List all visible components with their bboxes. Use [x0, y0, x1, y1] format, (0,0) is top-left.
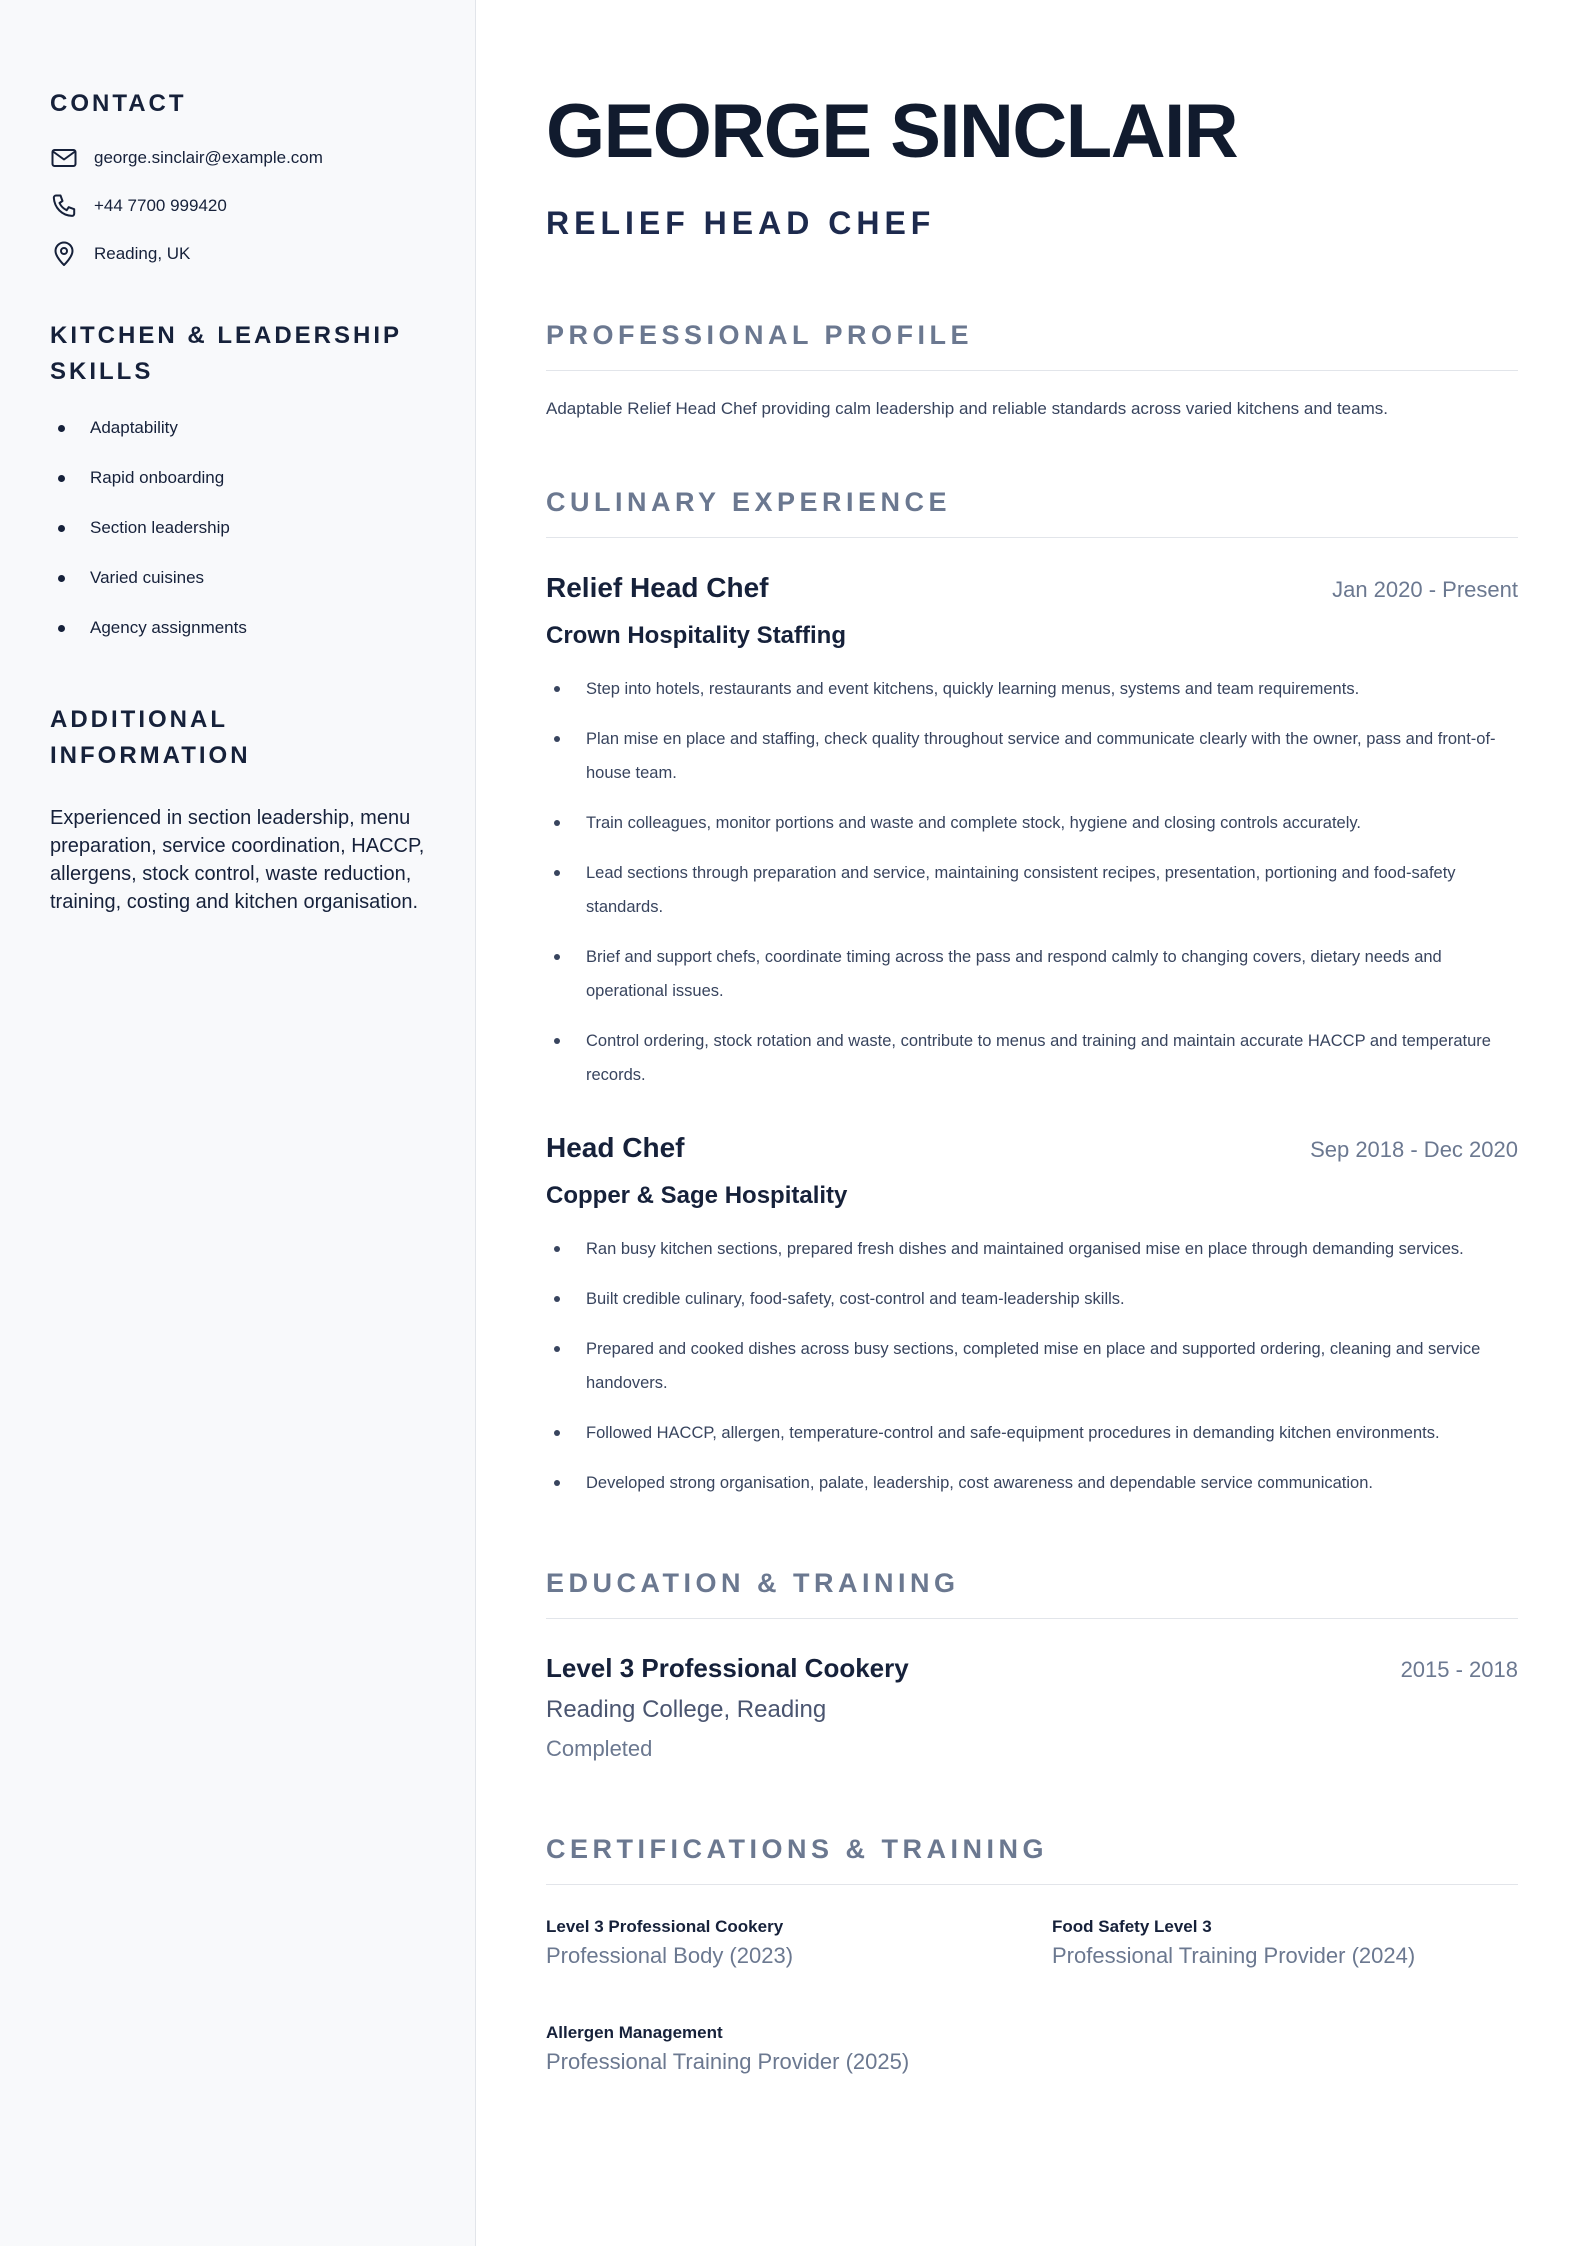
job-dates: Sep 2018 - Dec 2020	[1310, 1137, 1518, 1162]
education-dates: 2015 - 2018	[1400, 1657, 1518, 1682]
job-bullet: Prepared and cooked dishes across busy sections, completed mise en place and supported ordering, cleaning and service handovers.	[546, 1332, 1518, 1400]
candidate-name: GEORGE SINCLAIR	[546, 89, 1238, 174]
job-bullets	[546, 672, 1518, 1092]
certification-name: Food Safety Level 3	[1052, 1917, 1212, 1936]
job-bullet: Built credible culinary, food-safety, cost-control and team-leadership skills.	[546, 1282, 1518, 1316]
skill-item: Agency assignments	[50, 616, 425, 666]
job-bullet: Developed strong organisation, palate, leadership, cost awareness and dependable service communication.	[546, 1466, 1518, 1500]
education-status: Completed	[546, 1736, 653, 1761]
contact-email	[50, 146, 425, 170]
map-pin-icon	[50, 240, 78, 268]
education-heading: EDUCATION & TRAINING	[546, 1566, 1518, 1619]
contact-heading: CONTACT	[50, 90, 187, 117]
job-bullet: Plan mise en place and staffing, check quality throughout service and communicate clearly with the owner, pass and front-of-house team.	[546, 722, 1518, 790]
sidebar	[0, 0, 476, 2246]
education-title: Level 3 Professional Cookery	[546, 1653, 909, 1683]
education-school: Reading College, Reading	[546, 1696, 827, 1723]
skills-heading: KITCHEN & LEADERSHIP SKILLS	[50, 322, 402, 385]
job-bullet: Lead sections through preparation and service, maintaining consistent recipes, presentation, portioning and food-safety standards.	[546, 856, 1518, 924]
job-bullet: Followed HACCP, allergen, temperature-control and safe-equipment procedures in demanding kitchen environments.	[546, 1416, 1518, 1450]
profile-section	[546, 318, 1518, 421]
certification-item	[546, 2023, 1012, 2075]
job-entry	[546, 1132, 1518, 1500]
main-content	[476, 0, 1588, 2246]
skill-item: Varied cuisines	[50, 566, 425, 616]
job-entry	[546, 572, 1518, 1092]
education-header	[546, 1653, 1518, 1684]
job-header	[546, 1132, 1518, 1164]
job-bullet: Step into hotels, restaurants and event kitchens, quickly learning menus, systems and team requirements.	[546, 672, 1518, 706]
contact-email-text[interactable]: george.sinclair@example.com	[94, 148, 323, 167]
certifications-section	[546, 1832, 1518, 2075]
certification-item	[546, 1917, 1012, 1969]
envelope-icon	[50, 144, 78, 172]
skills-list	[50, 416, 425, 666]
skill-item: Section leadership	[50, 516, 425, 566]
education-section	[546, 1566, 1518, 1762]
job-header	[546, 572, 1518, 604]
contact-phone-text[interactable]: +44 7700 999420	[94, 196, 227, 215]
job-bullet: Train colleagues, monitor portions and waste and complete stock, hygiene and closing controls accurately.	[546, 806, 1518, 840]
job-bullets	[546, 1232, 1518, 1500]
job-bullet: Ran busy kitchen sections, prepared fresh dishes and maintained organised mise en place through demanding services.	[546, 1232, 1518, 1266]
job-company: Copper & Sage Hospitality	[546, 1182, 848, 1209]
certification-provider: Professional Training Provider (2024)	[1052, 1943, 1416, 1968]
profile-text: Adaptable Relief Head Chef providing calm leadership and reliable standards across varied kitchens and teams.	[546, 399, 1388, 418]
certification-item	[1052, 1917, 1518, 1969]
certification-provider: Professional Body (2023)	[546, 1943, 794, 1968]
contact-list	[50, 146, 425, 266]
certification-name: Level 3 Professional Cookery	[546, 1917, 784, 1936]
additional-info-text: Experienced in section leadership, menu preparation, service coordination, HACCP, allergens, stock control, waste reduction, training, costing and kitchen organisation.	[50, 807, 425, 913]
profile-heading: PROFESSIONAL PROFILE	[546, 318, 1518, 371]
additional-info-heading: ADDITIONAL INFORMATION	[50, 706, 251, 769]
job-dates: Jan 2020 - Present	[1332, 577, 1518, 602]
phone-icon	[50, 192, 78, 220]
skill-item: Rapid onboarding	[50, 466, 425, 516]
contact-location-text: Reading, UK	[94, 244, 191, 263]
certifications-grid	[546, 1917, 1518, 2075]
experience-heading: CULINARY EXPERIENCE	[546, 485, 1518, 538]
candidate-role: RELIEF HEAD CHEF	[546, 205, 936, 241]
certifications-heading: CERTIFICATIONS & TRAINING	[546, 1832, 1518, 1885]
certification-name: Allergen Management	[546, 2023, 723, 2042]
job-title: Relief Head Chef	[546, 572, 769, 603]
job-company: Crown Hospitality Staffing	[546, 622, 846, 649]
experience-section	[546, 485, 1518, 1500]
job-bullet: Brief and support chefs, coordinate timing across the pass and respond calmly to changing covers, dietary needs and operational issues.	[546, 940, 1518, 1008]
job-bullet: Control ordering, stock rotation and waste, contribute to menus and training and maintain accurate HACCP and temperature records.	[546, 1024, 1518, 1092]
certification-provider: Professional Training Provider (2025)	[546, 2049, 910, 2074]
contact-location	[50, 242, 425, 266]
skill-item: Adaptability	[50, 416, 425, 466]
education-entry	[546, 1653, 1518, 1762]
job-title: Head Chef	[546, 1132, 685, 1163]
contact-phone	[50, 194, 425, 218]
